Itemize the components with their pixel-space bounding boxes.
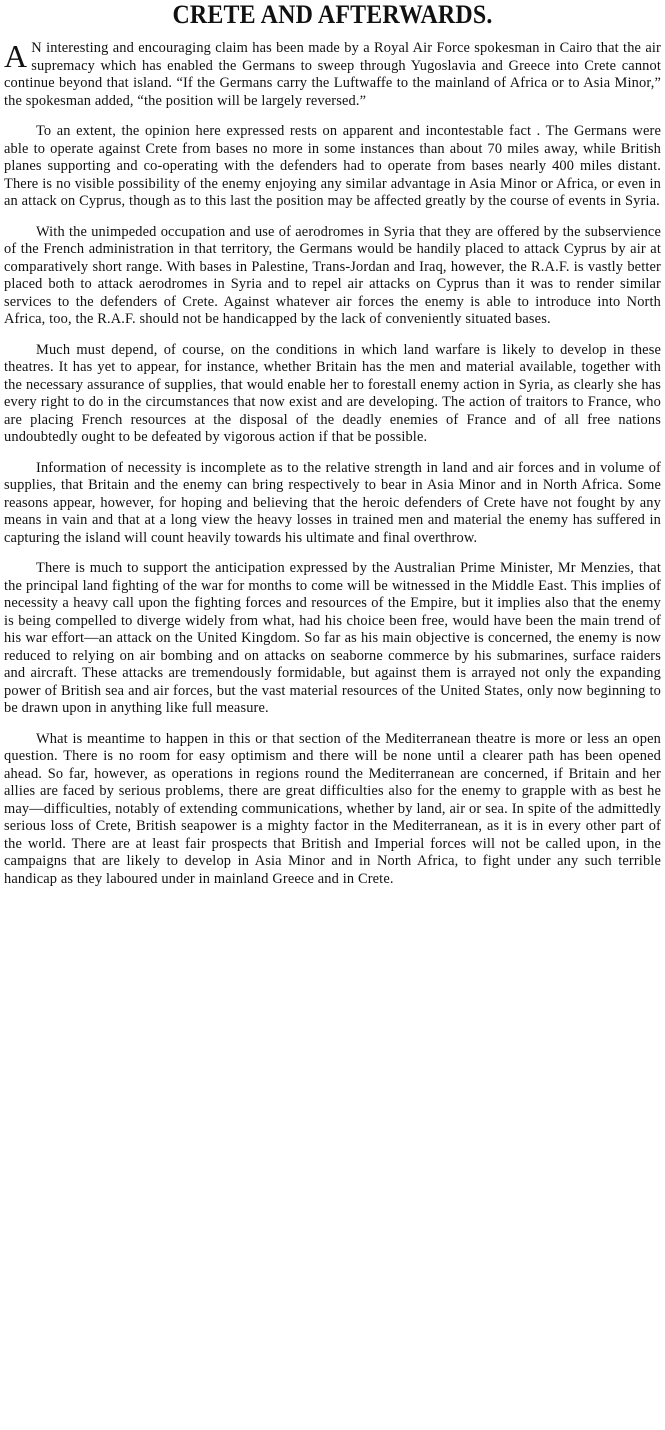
paragraph-5: Information of necessity is incomplete as to the relative strength in land and air forces and in volume of supplies, that Britain and the enemy can bring respectively to bear in Asia Minor and in North Africa. Some reasons appear, however, for hoping and believing that the heroic defenders of Crete have not fought by any means in vain and that at a long view the heavy losses in trained men and material the enemy has suffered in capturing the island will count heavily towards his ultimate and final overthrow. [4,459,661,546]
paragraph-4: Much must depend, of course, on the conditions in which land warfare is likely to develop in these theatres. It has yet to appear, for instance, whether Britain has the men and material available, together with the necessary assurance of supplies, that would enable her to forestall enemy action in Syria, as clearly she has every right to do in the circumstances that now exist and are developing. The action of traitors to France, who are placing French resources at the disposal of the deadly enemies of France and of all free nations undoubtedly ought to be defeated by vigorous action if that be possible. [4,341,661,445]
paragraph-1-text: N interesting and encouraging claim has been made by a Royal Air Force spokesman in Cairo that the air supremacy which has enabled the Germans to sweep through Yugoslavia and Greece into Crete cannot continue beyond that island. “If the Germans carry the Luftwaffe to the mainland of Africa or to Asia Minor,” the spokesman added, “the position will be largely reversed.” [4,40,661,109]
paragraph-6: There is much to support the anticipation expressed by the Australian Prime Minister, Mr Menzies, that the principal land fighting of the war for months to come will be witnessed in the Middle East. This implies of necessity a heavy call upon the fighting forces and resources of the Empire, but it implies also that the enemy is being compelled to diverge widely from what, had his choice been free, would have been the main trend of his war effort—an attack on the United Kingdom. So far as his main objective is concerned, the enemy is now reduced to relying on air bombing and on attacks on seaborne commerce by his submarines, surface raiders and aircraft. These attacks are tremendously formidable, but against them is arrayed not only the expanding power of British sea and air forces, but the vast material resources of the United States, only now beginning to be drawn upon in anything like full measure. [4,560,661,716]
paragraph-3: With the unimpeded occupation and use of aerodromes in Syria that they are offered by the subservience of the French administration in that territory, the Germans would be handily placed to attack Cyprus by air at comparatively short range. With bases in Palestine, Trans-Jordan and Iraq, however, the R.A.F. is vastly better placed both to attack aerodromes in Syria and to repel air attacks on Cyprus than it was to render similar services to the defenders of Crete. Against whatever air forces the enemy is able to introduce into North Africa, too, the R.A.F. should not be handicapped by the lack of conveniently situated bases. [4,223,661,327]
headline: CRETE AND AFTERWARDS. [172,0,493,29]
paragraph-2: To an extent, the opinion here expressed rests on apparent and incontestable fact . The Germans were able to operate against Crete from bases no more in some instances than about 70 miles away, while British planes supporting and co-operating with the defenders had to operate from bases nearly 400 miles distant. There is no visible possibility of the enemy enjoying any similar advantage in Asia Minor or Africa, or even in an attack on Cyprus, though as to this last the position may be affected greatly by the course of events in Syria. [4,123,661,209]
paragraph-7: What is meantime to happen in this or that section of the Mediterranean theatre is more or less an open question. There is no room for easy optimism and there will be none until a clearer path has been opened ahead. So far, however, as operations in regions round the Mediterranean are concerned, if Britain and her allies are faced by serious problems, there are great difficulties also for the enemy to grapple with as best he may—difficulties, notably of extending communications, whether by land, air or sea. In spite of the admittedly serious loss of Crete, British seapower is a mighty factor in the Mediterranean, as it is in every other part of the world. There are at least fair prospects that British and Imperial forces will not be called upon, in the campaigns that are likely to develop in Asia Minor and in North Africa, to fight under any such terrible handicap as they laboured under in mainland Greece and in Crete. [4,730,661,887]
drop-cap: A [4,38,28,74]
paragraph-1 [4,40,661,110]
